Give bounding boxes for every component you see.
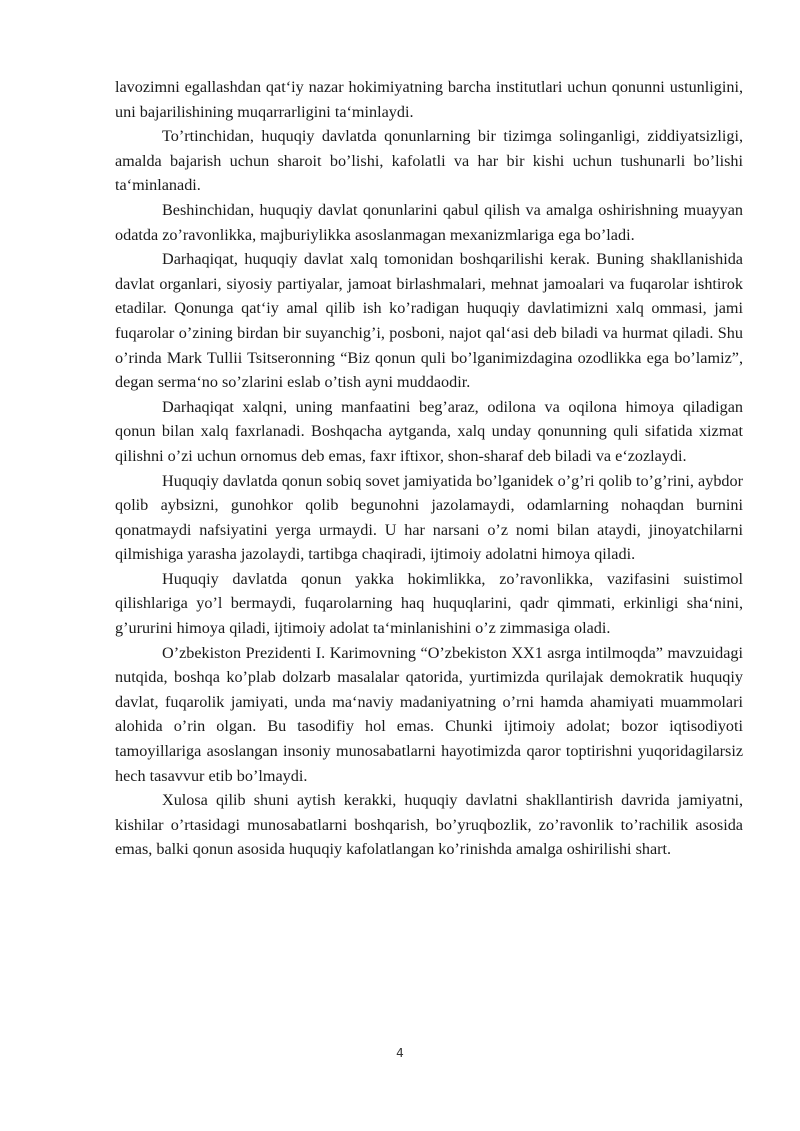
paragraph: Xulosa qilib shuni aytish kerakki, huquqiy davlatni shakllantirish davrida jamiyatni, kishilar o’rtasidagi munosabatlarni boshqarish, bo’yruqbozlik, zo’ravonlik to’rachilik asosida emas, balki qonun asosida huquqiy kafolatlangan ko’rinishda amalga oshirilishi shart. <box>115 791 743 859</box>
paragraph: O’zbekiston Prezidenti I. Karimovning “O’zbekiston XX1 asrga intilmoqda” mavzuidagi nutqida, boshqa ko’plab dolzarb masalalar qatorida, yurtimizda qurilajak demokratik huquqiy davlat, fuqarolik jamiyati, unda ma‘naviy madaniyatning o’rni hamda ahamiyati muammolari alohida o’rin olgan. Bu tasodifiy hol emas. Chunki ijtimoiy adolat; bozor iqtisodiyoti tamoyillariga asoslangan insoniy munosabatlarni hayotimizda qaror toptirishni yuqoridagilarsiz hech tasavvur etib bo’lmaydi. <box>115 643 743 785</box>
page-number: 4 <box>396 1046 404 1060</box>
paragraph-continuation: lavozimni egallashdan qat‘iy nazar hokimiyatning barcha institutlari uchun qonunni ustunligini, uni bajarilishining muqarrarligini ta‘minlaydi. <box>115 78 743 121</box>
paragraph: Beshinchidan, huquqiy davlat qonunlarini qabul qilish va amalga oshirishning muayyan odatda zo’ravonlikka, majburiylikka asoslanmagan mexanizmlariga ega bo’ladi. <box>115 200 743 244</box>
paragraph: To’rtinchidan, huquqiy davlatda qonunlarning bir tizimga solinganligi, ziddiyatsizligi, amalda bajarish uchun sharoit bo’lishi, kafolatli va har bir kishi uchun tushunarli bo’lishi ta‘minlanadi. <box>115 127 743 195</box>
paragraph: Huquqiy davlatda qonun yakka hokimlikka, zo’ravonlikka, vazifasini suistimol qilishlariga yo’l bermaydi, fuqarolarning haq huquqlarini, qadr qimmati, erkinligi sha‘nini, g’ururini himoya qiladi, ijtimoiy adolat ta‘minlanishini o’z zimmasiga oladi. <box>115 569 743 638</box>
paragraph: Darhaqiqat, huquqiy davlat xalq tomonidan boshqarilishi kerak. Buning shakllanishida davlat organlari, siyosiy partiyalar, jamoat birlashmalari, mehnat jamoalari va fuqarolar ishtirok etadilar. Qonunga qat‘iy amal qilib ish ko’radigan huquqiy davlatimizni xalq ommasi, jami fuqarolar o’zining birdan bir suyanchig’i, posboni, najot qal‘asi deb biladi va hurmat qiladi. Shu o’rinda Mark Tullii Tsitseronning “Biz qonun quli bo’lganimizdagina ozodlikka ega bo’lamiz”, degan serma‘no so’zlarini eslab o’tish ayni muddaodir. <box>115 250 743 392</box>
page-body <box>115 75 743 862</box>
paragraph: Darhaqiqat xalqni, uning manfaatini beg’araz, odilona va oqilona himoya qiladigan qonun bilan xalq faxrlanadi. Boshqacha aytganda, xalq unday qonunning quli sifatida xizmat qilishni o’zi uchun ornomus deb emas, faxr iftixor, shon-sharaf deb biladi va e‘zozlaydi. <box>115 397 743 465</box>
paragraph: Huquqiy davlatda qonun sobiq sovet jamiyatida bo’lganidek o’g’ri qolib to’g’rini, aybdor qolib aybsizni, gunohkor qolib begunohni jazolamaydi, odamlarning nohaqdan burnini qonatmaydi nafsiyatini yerga urmaydi. U har narsani o’z nomi bilan ataydi, jinoyatchilarni qilmishiga yarasha jazolaydi, tartibga chaqiradi, ijtimoiy adolatni himoya qiladi. <box>115 471 743 564</box>
